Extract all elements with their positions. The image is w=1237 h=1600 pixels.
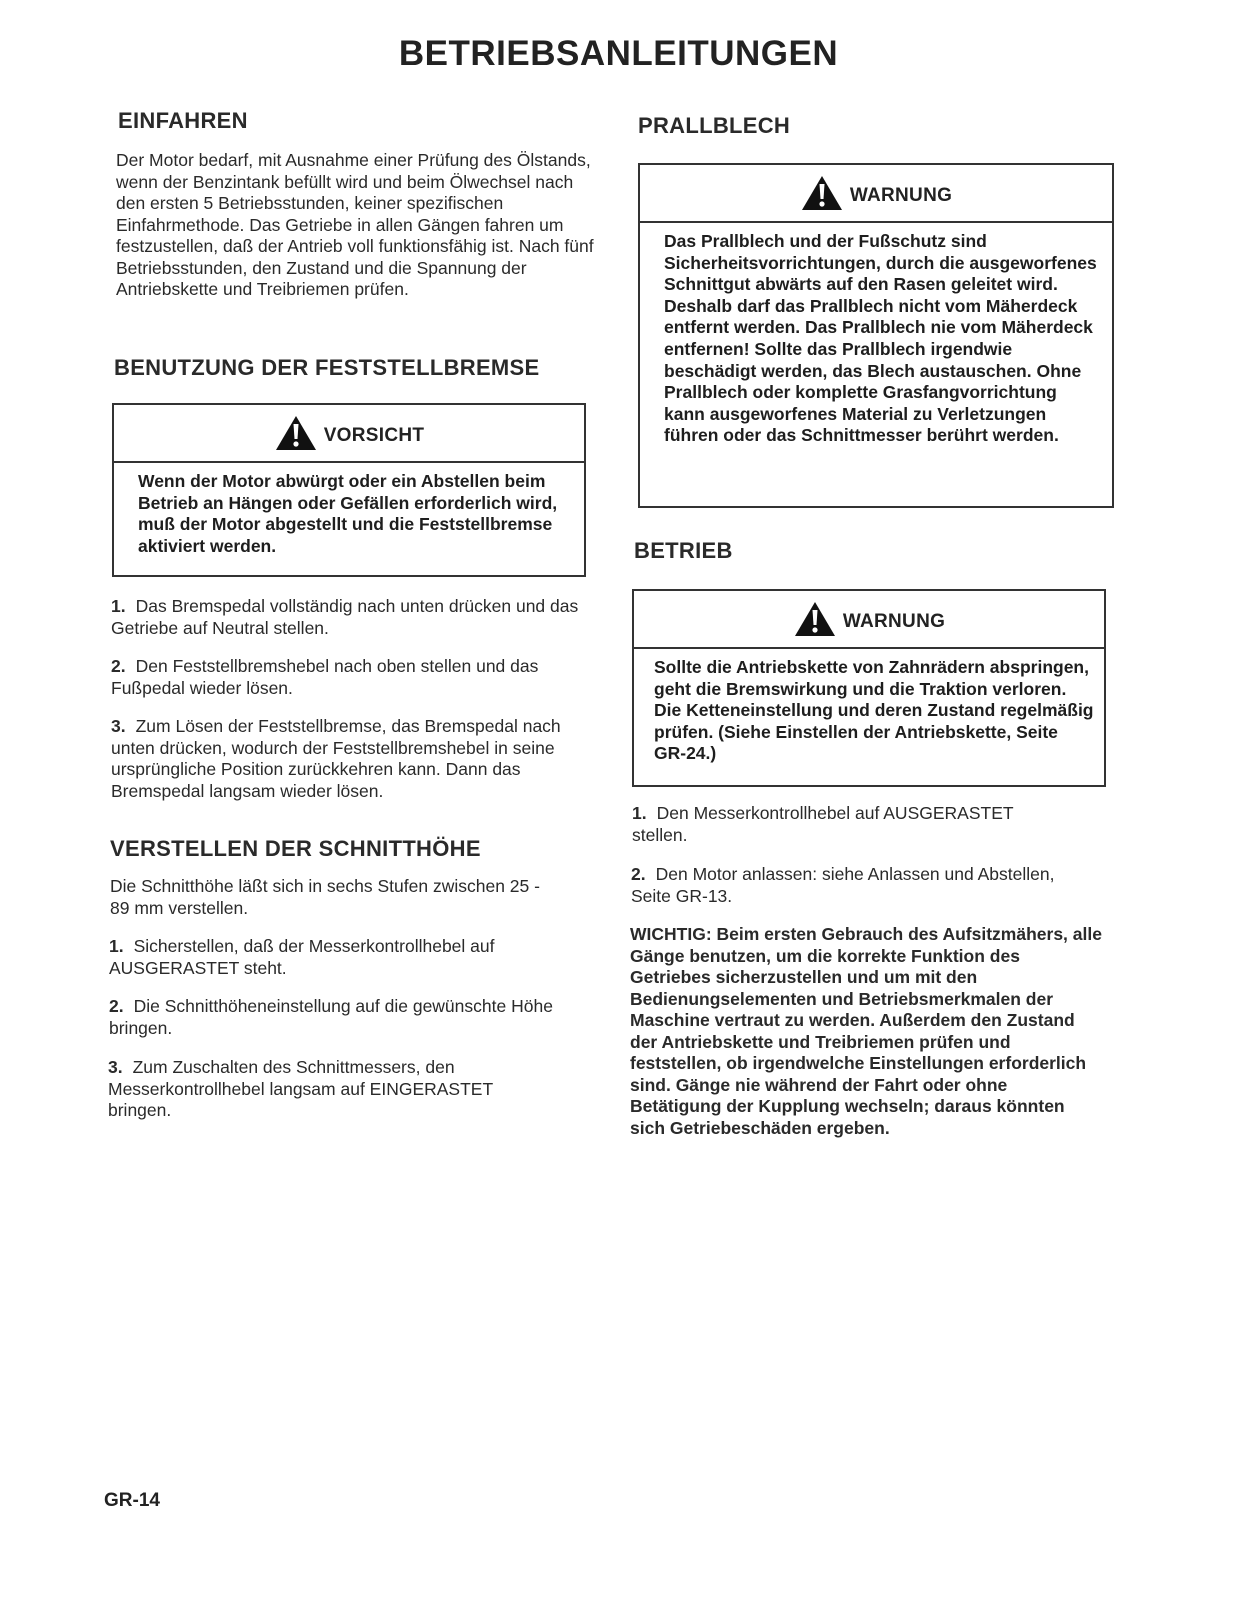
warning-label: WARNUNG — [842, 611, 946, 632]
heading-feststellbremse: BENUTZUNG DER FESTSTELLBREMSE — [114, 355, 540, 380]
warning-text: Das Prallblech und der Fußschutz sind Sicherheitsvorrichtungen, durch die ausgeworfenes Schnittgut abwärts auf den Rasen geleitet wird. Deshalb darf das Prallblech nicht vom Mäherdeck entfernt werden. Das Prallblech nie vom Mäherdeck entfernen! Sollte das Prallblech irgendwie beschädigt werden, das Blech austauschen. Ohne Prallblech oder komplette Grasfangvorrichtung kann ausgeworfenes Material zu Verletzungen führen oder das Schnittmesser berührt werden. — [664, 231, 1097, 446]
step-text: Den Feststellbremshebel nach oben stellen und das Fußpedal wieder lösen. — [111, 656, 539, 698]
list-item — [111, 656, 581, 699]
step-number: 2. — [109, 996, 124, 1016]
step-number: 2. — [631, 864, 646, 884]
warning-header — [634, 591, 1104, 649]
step-text: Das Bremspedal vollständig nach unten drücken und das Getriebe auf Neutral stellen. — [111, 596, 579, 638]
list-item — [632, 803, 1072, 846]
step-number: 1. — [111, 596, 126, 616]
step-text: Den Messerkontrollhebel auf AUSGERASTET stellen. — [632, 803, 1014, 845]
warning-triangle-icon — [274, 414, 318, 452]
caution-label: VORSICHT — [323, 425, 425, 446]
list-item — [111, 596, 581, 639]
schnitthoehe-intro: Die Schnitthöhe läßt sich in sechs Stufen zwischen 25 - 89 mm verstellen. — [110, 876, 540, 918]
step-number: 3. — [111, 716, 126, 736]
warning-box-betrieb — [632, 589, 1106, 787]
step-text: Den Motor anlassen: siehe Anlassen und Abstellen, Seite GR-13. — [631, 864, 1055, 906]
list-item — [111, 716, 587, 802]
step-text: Zum Lösen der Feststellbremse, das Bremspedal nach unten drücken, wodurch der Feststellbremshebel in seine ursprüngliche Position zurückkehren kann. Dann das Bremspedal langsam wieder lösen. — [111, 716, 561, 801]
caution-text: Wenn der Motor abwürgt oder ein Abstellen beim Betrieb an Hängen oder Gefällen erforderlich wird, muß der Motor abgestellt und die Feststellbremse aktiviert werden. — [138, 471, 558, 556]
caution-box-feststellbremse — [112, 403, 586, 577]
warning-box-prallblech — [638, 163, 1114, 508]
warning-triangle-icon — [800, 174, 844, 212]
step-number: 1. — [109, 936, 124, 956]
warning-triangle-icon — [793, 600, 837, 638]
warning-header — [640, 165, 1112, 223]
einfahren-text: Der Motor bedarf, mit Ausnahme einer Prüfung des Ölstands, wenn der Benzintank befüllt wird und beim Ölwechsel nach den ersten 5 Betriebsstunden, keiner spezifischen Einfahrmethode. Das Getriebe in allen Gängen fahren um festzustellen, daß der Antrieb voll funktionsfähig ist. Nach fünf Betriebsstunden, den Zustand und die Spannung der Antriebskette und Treibriemen prüfen. — [116, 150, 594, 299]
list-item — [108, 1057, 538, 1122]
step-text: Die Schnitthöheneinstellung auf die gewünschte Höhe bringen. — [109, 996, 553, 1038]
step-text: Zum Zuschalten des Schnittmessers, den Messerkontrollhebel langsam auf EINGERASTET bringen. — [108, 1057, 493, 1120]
important-note: WICHTIG: Beim ersten Gebrauch des Aufsitzmähers, alle Gänge benutzen, um die korrekte Funktion des Getriebes sicherzustellen und um mit den Bedienungselementen und Betriebsmerkmalen der Maschine vertraut zu werden. Außerdem den Zustand der Antriebskette und Treibriemen prüfen und feststellen, ob irgendwelche Einstellungen erforderlich sind. Gänge nie während der Fahrt oder ohne Betätigung der Kupplung wechseln; daraus könnten sich Getriebeschäden ergeben. — [630, 924, 1102, 1138]
list-item — [631, 864, 1071, 907]
page-title: BETRIEBSANLEITUNGEN — [398, 34, 839, 73]
heading-betrieb: BETRIEB — [634, 538, 733, 563]
warning-text: Sollte die Antriebskette von Zahnrädern abspringen, geht die Bremswirkung und die Traktion verloren. Die Ketteneinstellung und deren Zustand regelmäßig prüfen. (Siehe Einstellen der Antriebskette, Seite GR-24.) — [654, 657, 1094, 764]
caution-header — [114, 405, 584, 463]
step-number: 1. — [632, 803, 647, 823]
list-item — [109, 936, 559, 979]
list-item — [109, 996, 569, 1039]
step-text: Sicherstellen, daß der Messerkontrollhebel auf AUSGERASTET steht. — [109, 936, 495, 978]
heading-einfahren: EINFAHREN — [118, 108, 248, 133]
heading-prallblech: PRALLBLECH — [638, 113, 791, 138]
warning-label: WARNUNG — [849, 185, 953, 206]
step-number: 3. — [108, 1057, 123, 1077]
step-number: 2. — [111, 656, 126, 676]
page-number: GR-14 — [104, 1490, 160, 1511]
heading-schnitthoehe: VERSTELLEN DER SCHNITTHÖHE — [110, 836, 481, 861]
